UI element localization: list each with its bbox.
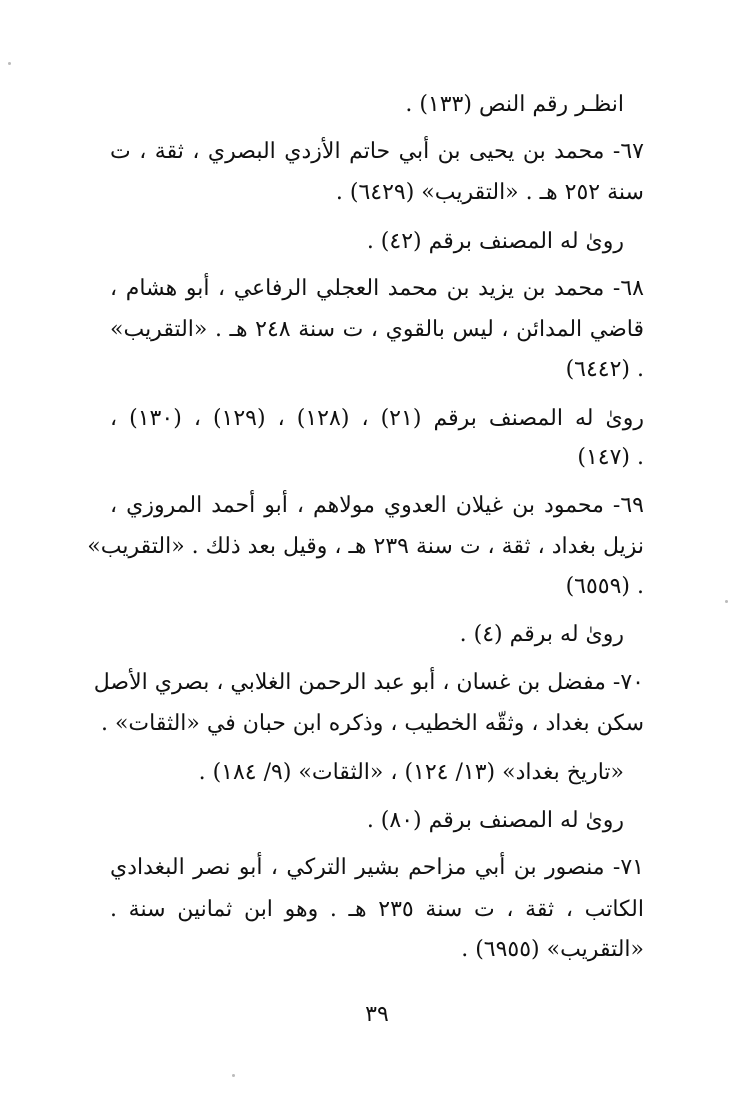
page-number: ٣٩ xyxy=(365,1002,389,1027)
entry-69-line-3: (٦٥٥٩) . xyxy=(565,574,644,599)
entry-67-line-2: سنة ٢٥٢ هـ . «التقريب» (٦٤٢٩) . xyxy=(335,180,644,205)
entry-67-line-1: ٦٧- محمد بن يحيى بن أبي حاتم الأزدي البصري ، ثقة ، ت xyxy=(110,139,644,164)
scan-speck xyxy=(725,600,728,603)
narration-68-line-2: (١٤٧) . xyxy=(577,445,644,470)
entry-71-line-3: «التقريب» (٦٩٥٥) . xyxy=(461,937,644,962)
entry-70-line-1: ٧٠- مفضل بن غسان ، أبو عبد الرحمن الغلابي ، بصري الأصل xyxy=(93,670,644,695)
entry-68-line-1: ٦٨- محمد بن يزيد بن محمد العجلي الرفاعي ، أبو هشام ، xyxy=(110,276,644,301)
narration-67: روىٰ له المصنف برقم (٤٢) . xyxy=(366,229,624,254)
narration-68-line-1: روىٰ له المصنف برقم (٢١) ، (١٢٨) ، (١٢٩) ، (١٣٠) ، xyxy=(110,406,644,431)
entry-70-line-2: سكن بغداد ، وثقّه الخطيب ، وذكره ابن حبان في «الثقات» . xyxy=(100,711,644,736)
entry-70-source: «تاريخ بغداد» (١٣/ ١٢٤) ، «الثقات» (٩/ ١٨٤) . xyxy=(198,760,624,785)
entry-68-line-3: (٦٤٤٢) . xyxy=(565,357,644,382)
entry-68-line-2: قاضي المدائن ، ليس بالقوي ، ت سنة ٢٤٨ هـ . «التقريب» xyxy=(110,317,644,342)
entry-71-line-1: ٧١- منصور بن أبي مزاحم بشير التركي ، أبو نصر البغدادي xyxy=(110,855,644,880)
scan-speck xyxy=(232,1074,235,1077)
narration-69: روىٰ له برقم (٤) . xyxy=(459,622,624,647)
scan-speck xyxy=(8,62,11,65)
entry-69-line-2: نزيل بغداد ، ثقة ، ت سنة ٢٣٩ هـ ، وقيل بعد ذلك . «التقريب» xyxy=(87,534,644,559)
text-line-1: انظـر رقم النص (١٣٣) . xyxy=(405,92,624,117)
narration-70: روىٰ له المصنف برقم (٨٠) . xyxy=(366,808,624,833)
entry-71-line-2: الكاتب ، ثقة ، ت سنة ٢٣٥ هـ . وهو ابن ثمانين سنة . xyxy=(110,897,644,922)
entry-69-line-1: ٦٩- محمود بن غيلان العدوي مولاهم ، أبو أحمد المروزي ، xyxy=(110,493,644,518)
